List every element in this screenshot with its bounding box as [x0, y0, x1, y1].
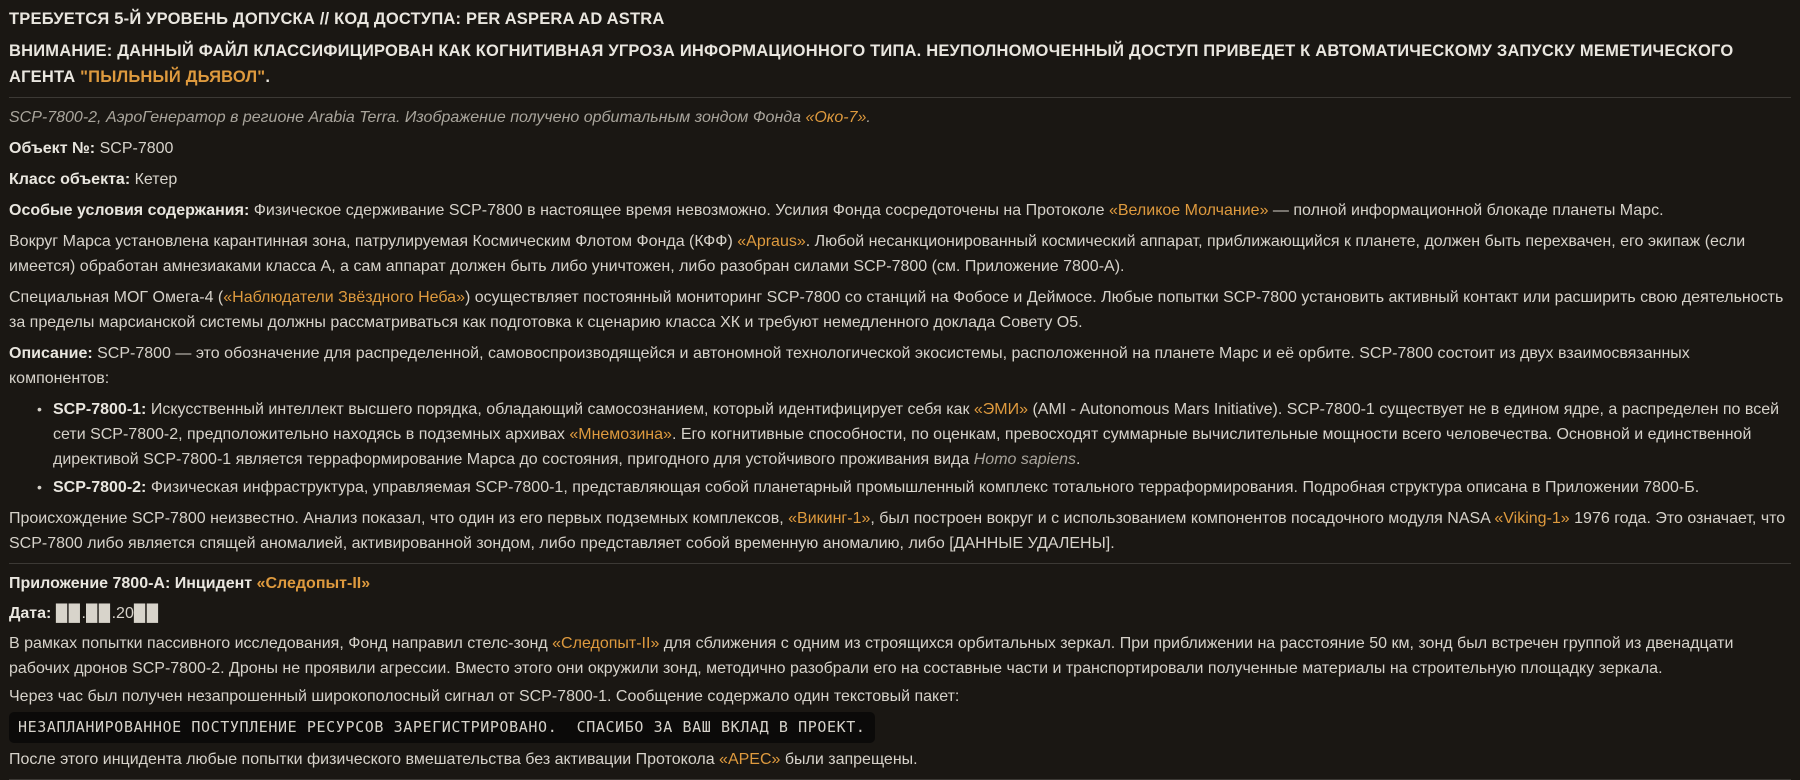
date-label: Дата:	[9, 605, 56, 622]
text-segment: .	[81, 605, 86, 622]
text-segment: Происхождение SCP-7800 неизвестно. Анализ показал, что один из его первых подземных комплексов,	[9, 510, 789, 527]
redacted-month: ██	[85, 605, 112, 622]
text-segment: — полной информационной блокаде планеты Марс.	[1268, 202, 1664, 219]
text-segment: ) осуществляет постоянный мониторинг SCP-7800 со станций на Фобосе и Деймосе. Любые попытки SCP-7800 установить активный контакт или расширить свою деятельность за пределы марсианской системы должны рассматриваться как подготовка к сценарию класса ХК и требуют немедленного доклада Совету О5.	[9, 289, 1784, 331]
object-class-label: Класс объекта:	[9, 171, 131, 188]
link-nablyudateli-zvyozdnogo-neba[interactable]: «Наблюдатели Звёздного Неба»	[223, 289, 465, 306]
text-segment: SCP-7800 — это обозначение для распределенной, самовоспроизводящейся и автономной технологической экосистемы, расположенной на планете Марс и её орбите. SCP-7800 состоит из двух взаимосвязанных компонентов:	[9, 345, 1690, 387]
text-segment: 1976 года. Это означает, что SCP-7800 либо является спящей аномалией, активированной зондом, либо представляет собой временную аномалию, либо [ДАННЫЕ УДАЛЕНЫ].	[9, 510, 1786, 552]
link-velikoe-molchanie[interactable]: «Великое Молчание»	[1108, 202, 1269, 219]
text-segment: .	[1076, 451, 1081, 468]
text-segment: Специальная МОГ Омега-4 (	[9, 289, 224, 306]
memetic-warning	[9, 38, 1791, 90]
link-oko-7[interactable]: «Око-7»	[805, 109, 867, 126]
text-segment: для сближения с одним из строящихся орбитальных зеркал. При приближении на расстояние 50 км, зонд был встречен группой из двенадцати рабочих дронов SCP-7800-2. Дроны не проявили агрессии. Вместо этого они окружили зонд, методично разобрали его на составные части и транспортировали полученные материалы на строительную площадку зеркала.	[9, 635, 1734, 677]
text-segment: Через час был получен незапрошенный широкополосный сигнал от SCP-7800-1. Сообщение содержало один текстовый пакет:	[9, 688, 960, 705]
quarantine-paragraph	[9, 229, 1791, 279]
component-scp-7800-1	[53, 397, 1791, 472]
text-segment: Искусственный интеллект высшего порядка, обладающий самосознанием, который идентифицирует себя как	[146, 401, 974, 418]
object-class-value: Кетер	[130, 171, 178, 188]
text-segment: .20	[111, 605, 134, 622]
object-class-line	[9, 167, 1791, 192]
signal-paragraph	[9, 684, 1791, 709]
description-label: Описание:	[9, 345, 93, 362]
link-mnemozina[interactable]: «Мнемозина»	[569, 426, 672, 443]
redacted-day: ██	[55, 605, 82, 622]
incident-paragraph	[9, 631, 1791, 681]
components-list	[9, 397, 1791, 500]
containment-label: Особые условия содержания:	[9, 202, 250, 219]
link-sledopyt-ii[interactable]: «Следопыт-II»	[552, 635, 660, 652]
warning-text: ВНИМАНИЕ: ДАННЫЙ ФАЙЛ КЛАССИФИЦИРОВАН КАК КОГНИТИВНАЯ УГРОЗА ИНФОРМАЦИОННОГО ТИПА. НЕУПОЛНОМОЧЕННЫЙ ДОСТУП ПРИВЕДЕТ К АВТОМАТИЧЕСКОМУ ЗАПУСКУ МЕМЕТИЧЕСКОГО АГЕНТА	[9, 42, 1734, 86]
component-1-label: SCP-7800-1:	[53, 401, 147, 418]
origin-paragraph	[9, 506, 1791, 556]
component-scp-7800-2	[53, 475, 1791, 500]
section-divider	[9, 563, 1791, 564]
text-segment: Вокруг Марса установлена карантинная зона, патрулируемая Космическим Флотом Фонда (КФФ)	[9, 233, 738, 250]
link-ares[interactable]: «АРЕС»	[719, 751, 781, 768]
aftermath-paragraph	[9, 747, 1791, 772]
text-segment: были запрещены.	[780, 751, 918, 768]
memetic-agent-name[interactable]: "ПЫЛЬНЫЙ ДЬЯВОЛ"	[80, 68, 266, 86]
date-line	[9, 601, 1791, 626]
species-name: Homo sapiens	[973, 451, 1077, 468]
text-segment: , был построен вокруг и с использованием компонентов посадочного модуля NASA	[870, 510, 1495, 527]
text-segment: После этого инцидента любые попытки физического вмешательства без активации Протокола	[9, 751, 720, 768]
addendum-heading	[9, 571, 1791, 596]
clearance-line	[9, 6, 1791, 32]
text-segment: Физическая инфраструктура, управляемая SCP-7800-1, представляющая собой планетарный промышленный комплекс тотального терраформирования. Подробная структура описана в Приложении 7800-Б.	[146, 479, 1700, 496]
caption-period: .	[866, 109, 871, 126]
redacted-year: ██	[133, 605, 160, 622]
description-paragraph	[9, 341, 1791, 391]
text-segment: . Его когнитивные способности, по оценкам, превосходят суммарные вычислительные мощности всего человечества. Основной и единственной директивой SCP-7800-1 является терраформирование Марса до состояния, пригодного для устойчивого проживания вида	[53, 426, 1752, 468]
image-caption	[9, 105, 1791, 130]
monitoring-paragraph	[9, 285, 1791, 335]
text-segment: Физическое сдерживание SCP-7800 в настоящее время невозможно. Усилия Фонда сосредоточены на Протоколе	[249, 202, 1109, 219]
ai-message-text: НЕЗАПЛАНИРОВАННОЕ ПОСТУПЛЕНИЕ РЕСУРСОВ ЗАРЕГИСТРИРОВАНО. СПАСИБО ЗА ВАШ ВКЛАД В ПРОЕКТ.	[18, 718, 866, 736]
warning-period: .	[265, 68, 271, 86]
clearance-text: ТРЕБУЕТСЯ 5-Й УРОВЕНЬ ДОПУСКА // КОД ДОСТУПА: PER ASPERA AD ASTRA	[9, 10, 665, 28]
text-segment: В рамках попытки пассивного исследования, Фонд направил стелс-зонд	[9, 635, 553, 652]
link-viking-1-cyr[interactable]: «Викинг-1»	[788, 510, 871, 527]
component-2-label: SCP-7800-2:	[53, 479, 147, 496]
link-sledopyt-ii-heading[interactable]: «Следопыт-II»	[256, 575, 371, 592]
text-segment: . Любой несанкционированный космический аппарат, приближающийся к планете, должен быть перехвачен, его экипаж (если имеется) обработан амнезиаками класса А, а сам аппарат должен быть либо уничтожен, либо разобран силами SCP-7800 (см. Приложение 7800-А).	[9, 233, 1746, 275]
link-viking-1-lat[interactable]: «Viking-1»	[1494, 510, 1570, 527]
link-apraus[interactable]: «Apraus»	[737, 233, 806, 250]
message-monobox	[9, 712, 875, 743]
text-segment: (AMI - Autonomous Mars Initiative). SCP-7800-1 существует не в едином ядре, а распределен по всей сети SCP-7800-2, предположительно находясь в подземных архивах	[53, 401, 1780, 443]
item-number-line	[9, 136, 1791, 161]
addendum-title: Приложение 7800-А: Инцидент	[9, 575, 257, 592]
item-number-value: SCP-7800	[95, 140, 174, 157]
top-divider	[9, 97, 1791, 98]
caption-text: SCP-7800-2, АэроГенератор в регионе Arabia Terra. Изображение получено орбитальным зондом Фонда	[9, 109, 806, 126]
containment-procedures	[9, 198, 1791, 223]
item-number-label: Объект №:	[9, 140, 96, 157]
link-emi[interactable]: «ЭМИ»	[973, 401, 1029, 418]
